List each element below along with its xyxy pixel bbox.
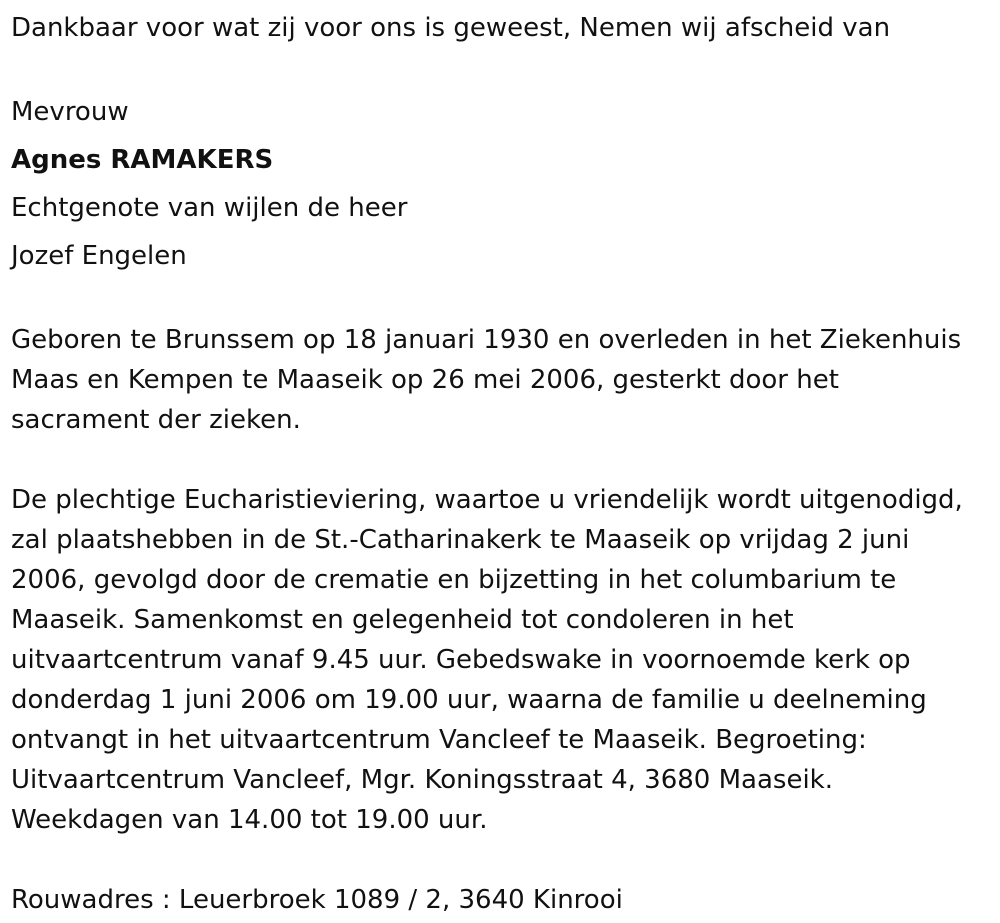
- paragraph-line: Maas en Kempen te Maaseik op 26 mei 2006, gesterkt door het: [11, 365, 839, 395]
- spacer: [11, 440, 989, 480]
- paragraph-line: uitvaartcentrum vanaf 9.45 uur. Gebedswake in voornoemde kerk op: [11, 645, 911, 675]
- paragraph-line: zal plaatshebben in de St.-Catharinakerk te Maaseik op vrijdag 2 juni: [11, 525, 910, 555]
- paragraph-line: Weekdagen van 14.00 tot 19.00 uur.: [11, 805, 488, 835]
- paragraph-line: sacrament der zieken.: [11, 405, 301, 435]
- birth-death-paragraph: [11, 320, 989, 440]
- paragraph-line: De plechtige Eucharistieviering, waartoe u vriendelijk wordt uitgenodigd,: [11, 485, 963, 515]
- spacer: [11, 280, 989, 320]
- service-paragraph: [11, 480, 989, 840]
- paragraph-line: Uitvaartcentrum Vancleef, Mgr. Koningsstraat 4, 3680 Maaseik.: [11, 765, 833, 795]
- spacer: [11, 840, 989, 880]
- spouse-name: Jozef Engelen: [11, 241, 187, 271]
- paragraph-line: Geboren te Brunssem op 18 januari 1930 en overleden in het Ziekenhuis: [11, 325, 962, 355]
- spacer: [11, 48, 989, 88]
- paragraph-line: ontvangt in het uitvaartcentrum Vancleef te Maaseik. Begroeting:: [11, 725, 867, 755]
- paragraph-line: Maaseik. Samenkomst en gelegenheid tot condoleren in het: [11, 605, 794, 635]
- deceased-name: Agnes RAMAKERS: [11, 145, 274, 175]
- mourning-address: Rouwadres : Leuerbroek 1089 / 2, 3640 Kinrooi: [11, 885, 623, 915]
- paragraph-line: donderdag 1 juni 2006 om 19.00 uur, waarna de familie u deelneming: [11, 685, 927, 715]
- salutation-text: Mevrouw: [11, 97, 129, 127]
- relation-text: Echtgenote van wijlen de heer: [11, 193, 408, 223]
- paragraph-line: 2006, gevolgd door de crematie en bijzetting in het columbarium te: [11, 565, 897, 595]
- intro-text: Dankbaar voor wat zij voor ons is geweest, Nemen wij afscheid van: [11, 13, 891, 43]
